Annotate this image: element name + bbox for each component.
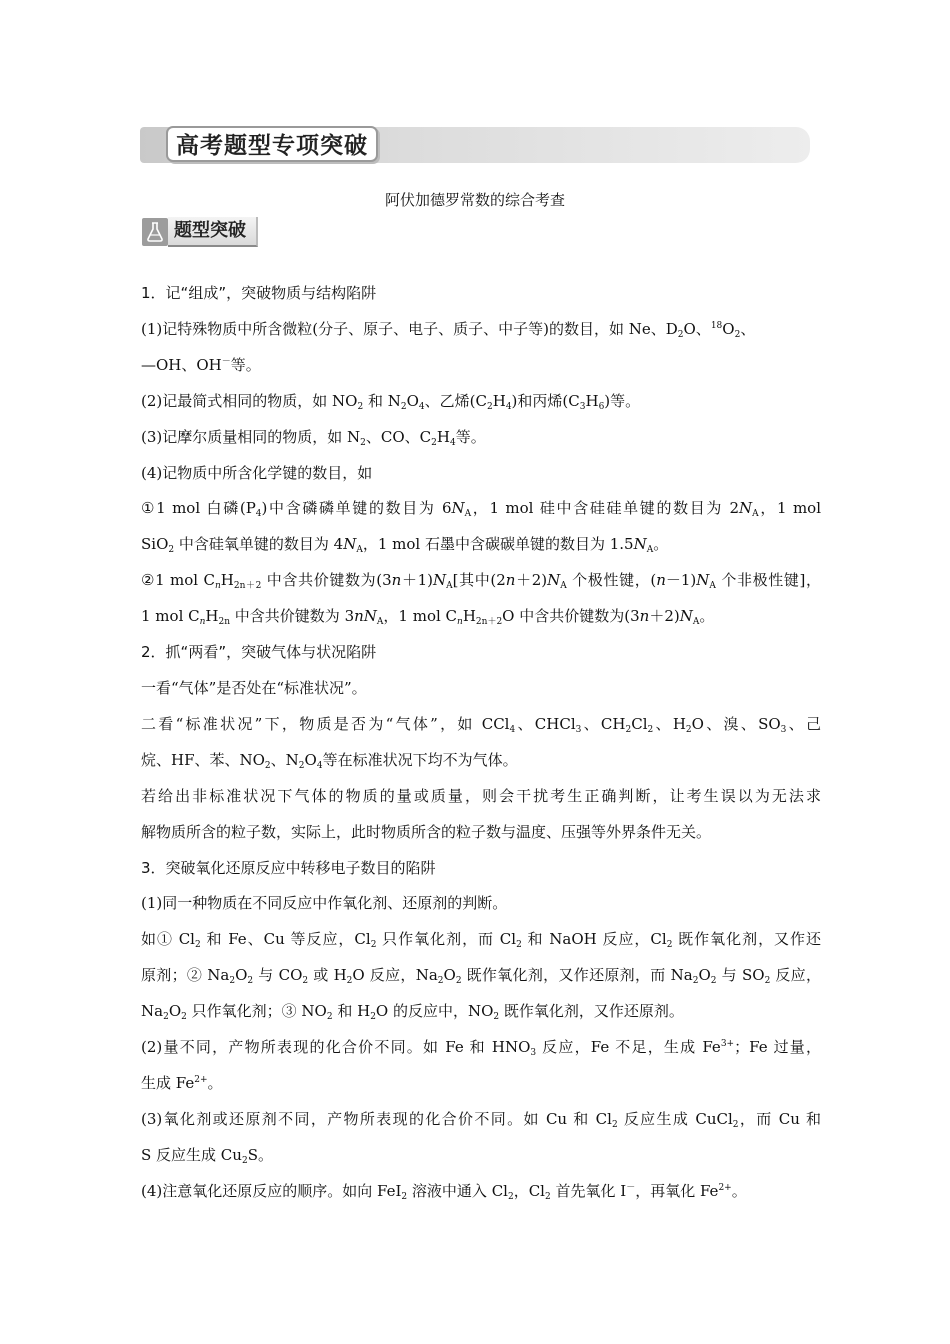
text-line: $Na_2O_2$ 只作氧化剂；③ $NO_2$ 和 $H_2O$ 的反应中，$NO_2$ 既作氧化剂，又作还原剂。 [141, 1002, 684, 1023]
text-line: (2)记最简式相同的物质，如 $NO_2$ 和 $N_2O_4$、乙烯$(C_2H_4)$和丙烯$(C_3H_6)$等。 [141, 391, 641, 412]
section-tag [142, 218, 268, 246]
text-line: S 反应生成 $Cu_2S$。 [141, 1145, 273, 1166]
text-line: 原剂；② $Na_2O_2$ 与 $CO_2$ 或 $H_2O$ 反应，$Na_2O_2$ 既作氧化剂，又作还原剂，而 $Na_2O_2$ 与 $SO_2$ 反应， [141, 966, 821, 987]
text-line: ②1 mol $C_nH_{2n+2}$ 中含共价键数为$(3n+1)N_A$[其中$(2n+2)N_A$ 个极性键，$(n-1)N_A$ 个非极性键]， [141, 571, 822, 592]
text-line: (3)氧化剂或还原剂不同，产物所表现的化合价不同。如 Cu 和 $Cl_2$ 反应生成 CuCl$_2$，而 Cu 和 [141, 1109, 821, 1130]
text-line: 如① $Cl_2$ 和 Fe、Cu 等反应，$Cl_2$ 只作氧化剂，而 $Cl_2$ 和 NaOH 反应，$Cl_2$ 既作氧化剂，又作还 [141, 930, 822, 951]
section-tag-label: 题型突破 [168, 217, 258, 247]
document-body [141, 276, 821, 1210]
text-line: (3)记摩尔质量相同的物质，如 $N_2$、CO、$C_2H_4$等。 [141, 427, 486, 448]
page-subtitle: 阿伏加德罗常数的综合考查 [384, 191, 565, 209]
flask-icon [142, 218, 168, 246]
text-line: —OH、OH－等。 [141, 355, 261, 374]
text-line: 解物质所含的粒子数，实际上，此时物质所含的粒子数与温度、压强等外界条件无关。 [141, 822, 712, 841]
banner-title: 高考题型专项突破 [166, 126, 378, 162]
text-line: (1)记特殊物质中所含微粒(分子、原子、电子、质子、中子等)的数目，如 Ne、$D_2O$、$^{18}O_2$、 [141, 319, 756, 340]
text-line: 一看“气体”是否处在“标准状况”。 [141, 678, 367, 697]
text-line: (4)注意氧化还原反应的顺序。如向 FeI$_2$ 溶液中通入 $Cl_2$，$Cl_2$ 首先氧化 I－，再氧化 $Fe^{2+}$。 [141, 1181, 747, 1202]
text-line: 1 mol $C_nH_{2n}$ 中含共价键数为 $3nN_A$，1 mol $C_nH_{2n+2}O$ 中含共价键数为$(3n+2)N_A$。 [141, 607, 715, 628]
text-line: 生成 $Fe^{2+}$。 [141, 1073, 223, 1092]
section-heading-3: 3．突破氧化还原反应中转移电子数目的陷阱 [141, 858, 436, 877]
section-heading-1: 1．记“组成”，突破物质与结构陷阱 [141, 284, 377, 302]
text-line: 若给出非标准状况下气体的物质的量或质量，则会干扰考生正确判断，让考生误以为无法求 [141, 786, 821, 805]
text-line: (2)量不同，产物所表现的化合价不同。如 Fe 和 $HNO_3$ 反应，Fe 不足，生成 $Fe^{3+}$；Fe 过量， [141, 1038, 822, 1059]
text-line: (1)同一种物质在不同反应中作氧化剂、还原剂的判断。 [141, 894, 508, 913]
text-line: 烷、HF、苯、$NO_2$、$N_2O_4$等在标准状况下均不为气体。 [141, 750, 518, 771]
text-line: ①1 mol 白磷$(P_4)$中含磷磷单键的数目为 $6N_A$，1 mol 硅中含硅硅单键的数目为 $2N_A$，1 mol [141, 499, 821, 520]
text-line: (4)记物质中所含化学键的数目，如 [141, 463, 373, 482]
section-heading-2: 2．抓“两看”，突破气体与状况陷阱 [141, 643, 377, 662]
text-line: SiO$_2$ 中含硅氧单键的数目为 $4N_A$，1 mol 石墨中含碳碳单键的数目为 $1.5N_A$。 [141, 535, 669, 556]
text-line: 二看“标准状况”下，物质是否为“气体”，如 CCl$_4$、CHCl$_3$、$CH_2Cl_2$、$H_2O$、溴、$SO_3$、己 [141, 714, 821, 735]
